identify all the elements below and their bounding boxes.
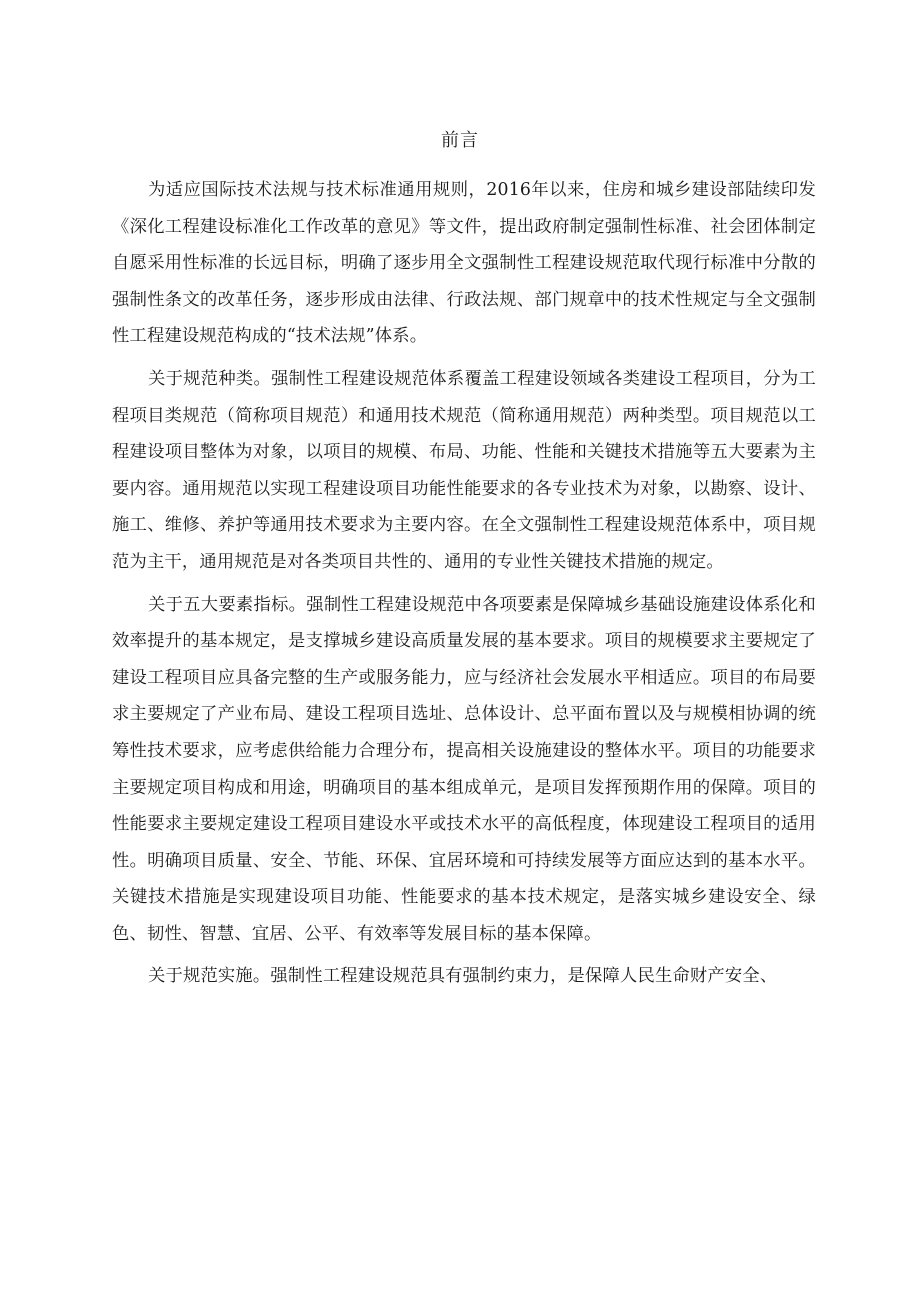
paragraph-intro: 为适应国际技术法规与技术标准通用规则，2016年以来，住房和城乡建设部陆续印发《深化工程建设标准化工作改革的意见》等文件，提出政府制定强制性标准、社会团体制定自愿采用性标准的长远目标，明确了逐步用全文强制性工程建设规范取代现行标准中分散的强制性条文的改革任务，逐步形成由法律、行政法规、部门规章中的技术性规定与全文强制性工程建设规范构成的“技术法规”体系。	[112, 180, 816, 347]
paragraph-five-elements: 关于五大要素指标。强制性工程建设规范中各项要素是保障城乡基础设施建设体系化和效率提升的基本规定，是支撑城乡建设高质量发展的基本要求。项目的规模要求主要规定了建设工程项目应具备完整的生产或服务能力，应与经济社会发展水平相适应。项目的布局要求主要规定了产业布局、建设工程项目选址、总体设计、总平面布置以及与规模相协调的统筹性技术要求，应考虑供给能力合理分布，提高相关设施建设的整体水平。项目的功能要求主要规定项目构成和用途，明确项目的基本组成单元，是项目发挥预期作用的保障。项目的性能要求主要规定建设工程项目建设水平或技术水平的高低程度，体现建设工程项目的适用性。明确项目质量、安全、节能、环保、宜居环境和可持续发展等方面应达到的基本水平。关键技术措施是实现建设项目功能、性能要求的基本技术规定，是落实城乡建设安全、绿色、韧性、智慧、宜居、公平、有效率等发展目标的基本保障。	[112, 594, 816, 944]
paragraph-implementation: 关于规范实施。强制性工程建设规范具有强制约束力，是保障人民生命财产安全、	[148, 966, 778, 987]
page-title: 前言	[441, 130, 479, 151]
document-body	[112, 172, 816, 1001]
paragraph-spec-types: 关于规范种类。强制性工程建设规范体系覆盖工程建设领域各类建设工程项目，分为工程项目类规范（简称项目规范）和通用技术规范（简称通用规范）两种类型。项目规范以工程建设项目整体为对象，以项目的规模、布局、功能、性能和关键技术措施等五大要素为主要内容。通用规范以实现工程建设项目功能性能要求的各专业技术为对象，以勘察、设计、施工、维修、养护等通用技术要求为主要内容。在全文强制性工程建设规范体系中，项目规范为主干，通用规范是对各类项目共性的、通用的专业性关键技术措施的规定。	[112, 368, 816, 572]
